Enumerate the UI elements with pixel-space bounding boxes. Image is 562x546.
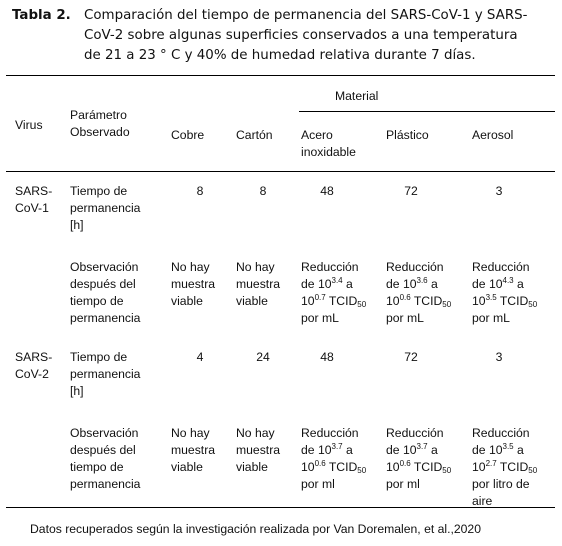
header-virus: Virus	[15, 118, 43, 132]
header-col-3: Plástico	[386, 128, 429, 142]
header-col-1: Cartón	[236, 128, 273, 142]
observation-value: Reducción de $10^{4.3}$ a $10^{3.5}$ $TCID_{50}$ por mL	[472, 260, 538, 325]
caption-label: Tabla 2.	[12, 8, 71, 23]
time-value: 48	[320, 350, 334, 364]
observation-value: Reducción de $10^{3.4}$ a $10^{0.7}$ $TCID_{50}$ por mL	[301, 260, 367, 325]
observation-value: Reducción de $10^{3.5}$ a $10^{2.7}$ $TCID_{50}$ por litro de aire	[472, 426, 538, 508]
header-col-2: Acero inoxidable	[301, 128, 356, 159]
observation-value: Reducción de $10^{3.6}$ a $10^{0.6}$ $TCID_{50}$ por mL	[386, 260, 452, 325]
time-label: Tiempo de permanencia [h]	[70, 350, 141, 398]
header-col-4: Aerosol	[472, 128, 514, 142]
time-value: 48	[320, 184, 334, 198]
time-value: 3	[495, 184, 503, 198]
header-material: Material	[335, 89, 379, 103]
material-underline	[299, 111, 555, 112]
time-label: Tiempo de permanencia [h]	[70, 184, 141, 232]
time-value: 8	[196, 184, 204, 198]
header-bottom-rule	[6, 171, 555, 172]
table-source-note: Datos recuperados según la investigación realizada por Van Doremalen, et al.,2020	[30, 522, 481, 536]
observation-value: Reducción de $10^{3.7}$ a $10^{0.6}$ $TCID_{50}$ por ml	[386, 426, 452, 491]
time-value: 3	[495, 350, 503, 364]
virus-name: SARS- CoV-2	[15, 350, 53, 381]
time-value: 72	[404, 184, 418, 198]
caption-line: de 21 a 23 ° C y 40% de humedad relativa durante 7 días.	[84, 48, 476, 63]
observation-value: No hay muestra viable	[236, 426, 281, 474]
time-value: 24	[256, 350, 270, 364]
table-top-rule	[6, 75, 555, 76]
caption-line: CoV-2 sobre algunas superficies conservados a una temperatura	[84, 28, 518, 43]
time-value: 8	[259, 184, 267, 198]
observation-value: No hay muestra viable	[171, 426, 216, 474]
observation-value: No hay muestra viable	[171, 260, 216, 308]
time-value: 72	[404, 350, 418, 364]
header-parameter: Parámetro Observado	[70, 108, 130, 139]
header-col-0: Cobre	[171, 128, 205, 142]
caption-line: Comparación del tiempo de permanencia del SARS-CoV-1 y SARS-	[84, 8, 528, 23]
observation-value: Reducción de $10^{3.7}$ a $10^{0.6}$ $TCID_{50}$ por ml	[301, 426, 367, 491]
virus-name: SARS- CoV-1	[15, 184, 53, 215]
observation-label: Observación después del tiempo de permanencia	[70, 426, 141, 491]
observation-value: No hay muestra viable	[236, 260, 281, 308]
time-value: 4	[196, 350, 204, 364]
observation-label: Observación después del tiempo de permanencia	[70, 260, 141, 325]
